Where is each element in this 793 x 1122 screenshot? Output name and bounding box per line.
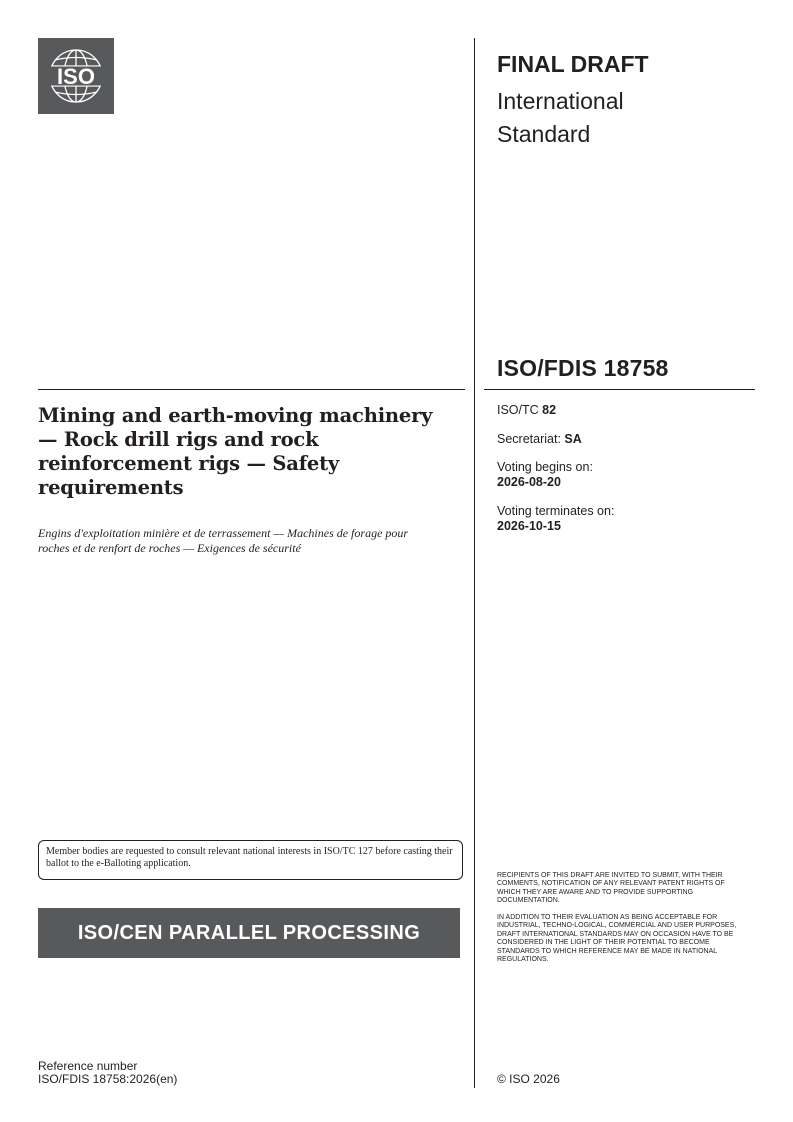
voting-begins-label: Voting begins on: — [497, 460, 593, 474]
logo-text: ISO — [57, 64, 95, 89]
reference-number-label: Reference number — [38, 1059, 138, 1073]
document-number: ISO/FDIS 18758 — [497, 355, 669, 381]
copyright-notice: © ISO 2026 — [497, 1072, 560, 1086]
recipients-notice: RECIPIENTS OF THIS DRAFT ARE INVITED TO SUBMIT, WITH THEIR COMMENTS, NOTIFICATION OF ANY RELEVANT PATENT RIGHTS OF WHICH THEY ARE AWARE AND TO PROVIDE SUPPORTING DOCUMENTATION. — [497, 872, 725, 905]
document-type-line2: Standard — [497, 121, 591, 147]
divider-right — [484, 389, 755, 390]
reference-number-value: ISO/FDIS 18758:2026(en) — [38, 1072, 178, 1086]
parallel-processing-banner — [38, 908, 460, 958]
secretariat-label: Secretariat: — [497, 432, 561, 446]
banner-text: ISO/CEN PARALLEL PROCESSING — [77, 921, 421, 944]
divider-left — [38, 389, 465, 390]
secretariat — [497, 432, 582, 447]
secretariat-value: SA — [564, 432, 582, 446]
english-title: Mining and earth-moving machinery — Rock drill rigs and rock reinforcement rigs — Safety requirements — [38, 404, 433, 499]
globe-icon — [38, 38, 114, 114]
french-title: Engins d'exploitation minière et de terrassement — Machines de forage pour roches et de renfort de roches — Exigences de sécurité — [38, 526, 409, 555]
iso-logo — [38, 38, 114, 114]
draft-status: FINAL DRAFT — [497, 51, 649, 77]
technical-committee — [497, 403, 556, 418]
member-bodies-notice: Member bodies are requested to consult relevant national interests in ISO/TC 127 before casting their ballot to the e-Balloting application. — [38, 840, 463, 880]
vertical-divider — [474, 38, 475, 1088]
voting-terminates-date: 2026-10-15 — [497, 519, 561, 533]
tc-label: ISO/TC — [497, 403, 539, 417]
evaluation-notice: IN ADDITION TO THEIR EVALUATION AS BEING ACCEPTABLE FOR INDUSTRIAL, TECHNO-LOGICAL, COMMERCIAL AND USER PURPOSES, DRAFT INTERNATIONAL STANDARDS MAY ON OCCASION HAVE TO BE CONSIDERED IN THE LIGHT OF THEIR POTENTIAL TO BECOME STANDARDS TO WHICH REFERENCE MAY BE MADE IN NATIONAL REGULATIONS. — [497, 914, 737, 964]
document-type-line1: International — [497, 88, 624, 114]
voting-begins-date: 2026-08-20 — [497, 475, 561, 489]
voting-terminates-label: Voting terminates on: — [497, 504, 615, 518]
tc-value: 82 — [542, 403, 557, 417]
